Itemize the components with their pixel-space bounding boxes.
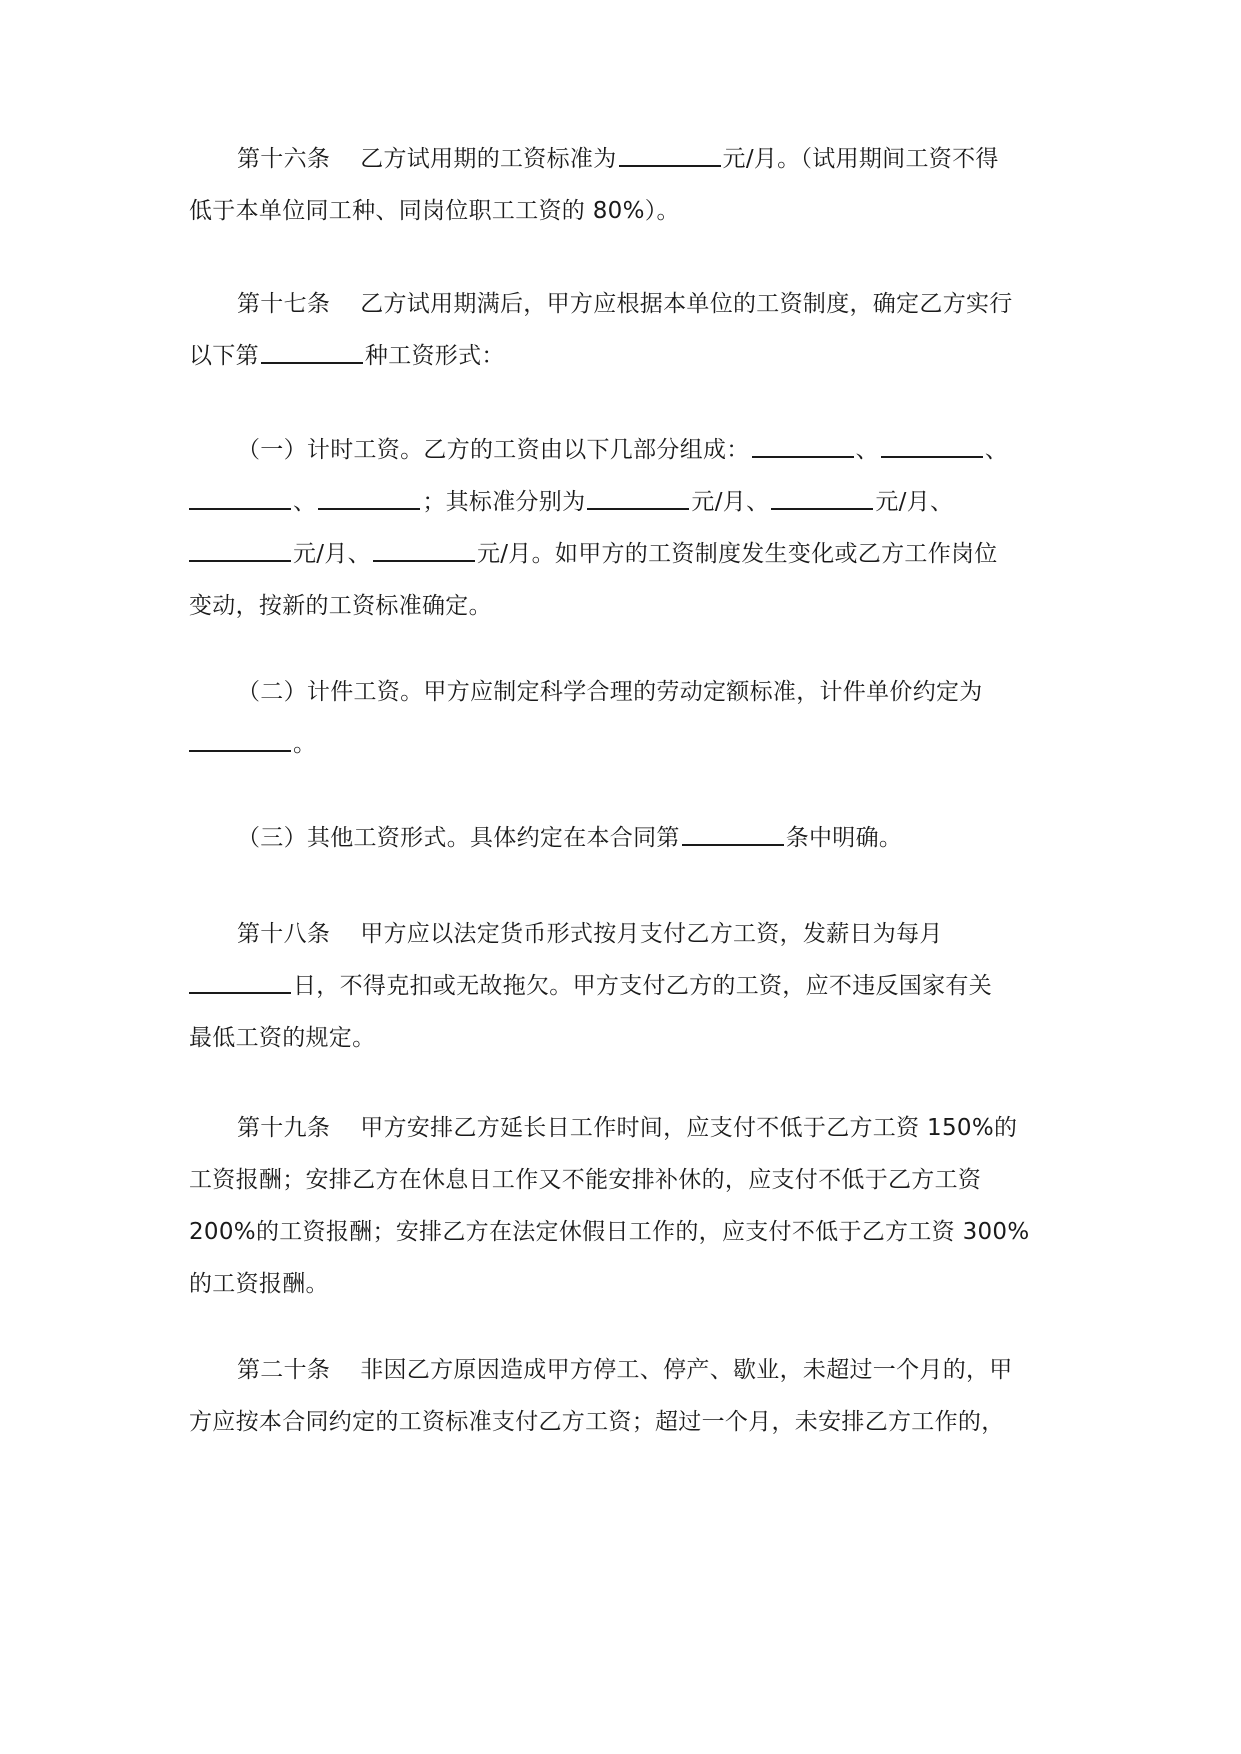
article-19-line-3: 200%的工资报酬；安排乙方在法定休假日工作的，应支付不低于乙方工资 300% — [189, 1219, 1030, 1245]
blank-field[interactable] — [619, 163, 721, 167]
article-18-line-3: 最低工资的规定。 — [189, 1025, 376, 1051]
article-17-line-1 — [189, 278, 1069, 330]
blank-field[interactable] — [587, 506, 689, 510]
article-19-line-2: 工资报酬；安排乙方在休息日工作又不能安排补休的，应支付不低于乙方工资 — [189, 1167, 982, 1193]
item-text: 元/月。如甲方的工资制度发生变化或乙方工作岗位 — [476, 541, 998, 567]
article-label: 第十七条 — [237, 291, 331, 317]
article-text: 以下第 — [189, 343, 259, 369]
blank-field[interactable] — [261, 360, 363, 364]
article-19 — [189, 1102, 1069, 1310]
article-20 — [189, 1344, 1069, 1448]
article-17-line-2 — [189, 330, 1069, 382]
article-label: 第二十条 — [237, 1357, 331, 1383]
article-20-line-1 — [189, 1344, 1069, 1396]
item-text: 条中明确。 — [785, 825, 903, 851]
item-text: 。 — [293, 731, 317, 757]
article-text: 非因乙方原因造成甲方停工、停产、歇业，未超过一个月的，甲 — [360, 1357, 1013, 1383]
blank-field[interactable] — [189, 990, 291, 994]
item-1-hourly-wage — [189, 424, 1069, 632]
blank-field[interactable] — [881, 454, 983, 458]
item-1-line-3 — [189, 528, 1069, 580]
blank-field[interactable] — [682, 842, 784, 846]
blank-field[interactable] — [189, 506, 291, 510]
blank-field[interactable] — [373, 558, 475, 562]
blank-field[interactable] — [318, 506, 420, 510]
blank-field[interactable] — [189, 748, 291, 752]
item-3-line-1 — [189, 812, 1069, 864]
item-text: （三）其他工资形式。具体约定在本合同第 — [237, 825, 680, 851]
blank-field[interactable] — [189, 558, 291, 562]
item-1-line-4: 变动，按新的工资标准确定。 — [189, 593, 492, 619]
item-text: 元/月、 — [691, 489, 770, 515]
item-3-other-wage — [189, 812, 1069, 864]
article-18-line-1 — [189, 908, 1069, 960]
item-text: ；其标准分别为 — [422, 489, 586, 515]
item-text: 元/月、 — [293, 541, 371, 567]
article-16 — [189, 133, 1069, 237]
article-label: 第十九条 — [237, 1115, 331, 1141]
article-16-line-1 — [189, 133, 1069, 185]
item-text: 元/月、 — [875, 489, 954, 515]
item-2-line-1: （二）计件工资。甲方应制定科学合理的劳动定额标准，计件单价约定为 — [237, 679, 983, 705]
item-2-line-2 — [189, 718, 1069, 770]
article-20-line-2: 方应按本合同约定的工资标准支付乙方工资；超过一个月，未安排乙方工作的， — [189, 1409, 1005, 1435]
item-2-piece-wage — [189, 666, 1069, 770]
separator: 、 — [293, 489, 317, 515]
article-text: 元/月。（试用期间工资不得 — [722, 146, 999, 172]
article-19-line-1 — [189, 1102, 1069, 1154]
article-label: 第十六条 — [237, 146, 331, 172]
blank-field[interactable] — [752, 454, 854, 458]
separator: 、 — [984, 437, 1009, 463]
blank-field[interactable] — [771, 506, 873, 510]
article-text: 种工资形式： — [364, 343, 505, 369]
article-label: 第十八条 — [237, 921, 331, 947]
article-text: 日，不得克扣或无故拖欠。甲方支付乙方的工资，应不违反国家有关 — [293, 973, 992, 999]
article-text: 乙方试用期满后，甲方应根据本单位的工资制度，确定乙方实行 — [360, 291, 1013, 317]
separator: 、 — [855, 437, 879, 463]
article-18 — [189, 908, 1069, 1064]
article-18-line-2 — [189, 960, 1069, 1012]
article-text: 甲方应以法定货币形式按月支付乙方工资，发薪日为每月 — [360, 921, 943, 947]
item-1-line-2 — [189, 476, 1069, 528]
item-1-line-1 — [189, 424, 1069, 476]
item-text: （一）计时工资。乙方的工资由以下几部分组成： — [237, 437, 750, 463]
article-text: 甲方安排乙方延长日工作时间，应支付不低于乙方工资 150%的 — [360, 1115, 1018, 1141]
article-text: 乙方试用期的工资标准为 — [360, 146, 617, 172]
article-16-line-2: 低于本单位同工种、同岗位职工工资的 80%）。 — [189, 198, 680, 224]
article-17 — [189, 278, 1069, 382]
article-19-line-4: 的工资报酬。 — [189, 1271, 329, 1297]
